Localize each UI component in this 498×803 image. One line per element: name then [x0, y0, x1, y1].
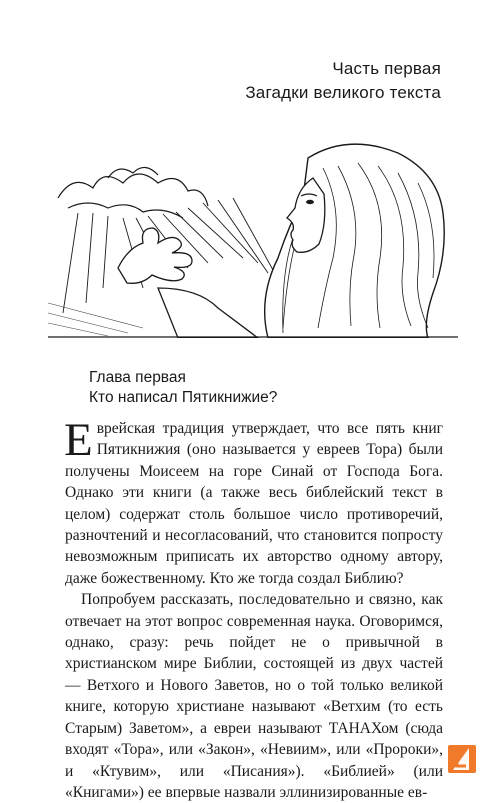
paragraph-2: Попробуем рассказать, последовательно и связно, как отвечает на этот вопрос современная наука. Оговоримся, однако, сразу: речь пойдет не о привычной в христианском мире Библии, состоящей из двух частей — Ветхого и Нового Заветов, но о той только великой книге, которую христиане называют «Ветхим (то есть Старым) Заветом», а евреи называют ТАНАХом (сюда входят «Тора», или «Закон», «Невиим», или «Пророки», и «Ктувим», или «Писания»). «Библией» (или «Книгами») ее впервые назвали эллинизированные ев-: [65, 591, 443, 801]
chapter-number: Глава первая: [89, 369, 186, 386]
part-heading: [245, 57, 441, 105]
chapter-heading: [89, 368, 277, 408]
part-title: Загадки великого текста: [245, 83, 441, 102]
body-text: [64, 414, 443, 803]
part-number: Часть первая: [332, 59, 441, 78]
paragraph-1-text: врейская традиция утверждает, что все пять книг Пятикнижия (оно называется у евреев Тора) были получены Моисеем на горе Синай от Господа Бога. Однако эти книги (а также весь библейский текст в целом) содержат столь большое число противоречий, разночтений и несогласований, что становится попросту невозможным приписать их авторство одному автору, даже божественному. Кто же тогда создал Библию?: [65, 420, 443, 587]
paragraph-1: [64, 414, 443, 589]
chapter-title: Кто написал Пятикнижие?: [89, 389, 278, 406]
litres-logo-icon: [445, 742, 479, 776]
woodcut-bearded-prophet-illustration: [48, 138, 458, 338]
drop-cap: Е: [64, 414, 93, 466]
